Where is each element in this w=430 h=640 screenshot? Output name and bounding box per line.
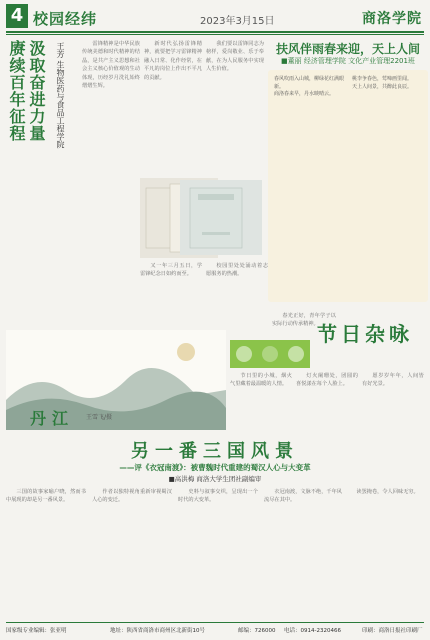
painting-author: 王雪飞/摄 [86, 414, 113, 421]
main-article-body-col-2: 新时代弘扬雷锋精神，就要把学习雷锋精神融入日常、化作经常，在平凡的岗位上作出不平凡的贡献。 [144, 41, 202, 81]
festival-title: 节日杂咏 [317, 322, 413, 346]
school-name: 商洛学院 [362, 11, 422, 27]
book-illustration [180, 180, 262, 255]
festival-col-3: 愿岁岁年年，人间皆有好光景。 [362, 373, 424, 388]
header-rule-thin [6, 34, 424, 35]
main-article-byline: 王芳 生物医药与食品工程学院 [56, 42, 65, 149]
mid-article-col-1: 又一年三月五日，学雷锋纪念日如约而至。 [140, 263, 202, 278]
poem-col-right: 桃李争春色，莺啼画里闻。 天上人间景，共醉此良辰。 [352, 76, 413, 90]
bottom-article-col-3: 史料与叙事交织，呈现出一个时代的大变革。 [178, 489, 258, 504]
festival-col-1: 节日里的小城，烟火气里藏着最温暖的人情。 [230, 373, 292, 388]
bottom-article-title: 另一番三国风景 [131, 441, 299, 462]
book-photo [180, 180, 262, 255]
footer-printer: 印刷：商洛日报社印刷厂 [362, 628, 423, 634]
painting-caption: 丹江 [30, 409, 75, 428]
mid-article-col-3: 春光正好，青年学子以实际行动传承精神。 [272, 313, 336, 328]
featured-poem-area [268, 70, 428, 302]
main-article-body-col-3: 我们要以雷锋同志为榜样，爱岗敬业、乐于奉献，在为人民服务中实现人生价值。 [206, 41, 264, 73]
header-rule [6, 31, 424, 33]
featured-byline: ■董丽 经济管理学院 文化产业管理2201班 [281, 57, 415, 65]
footer-rule [6, 622, 424, 623]
featured-article [268, 40, 428, 308]
footer-postcode: 邮编：726000 [238, 628, 276, 634]
headline-col-1: 赓续百年征程 [7, 40, 26, 142]
main-article-body-col-1: 雷锋精神是中华民族传统美德和时代精神的结晶，是共产主义思想和社会主义核心价值观的生动体现，历经岁月洗礼始终熠熠生辉。 [82, 41, 140, 90]
featured-title: 扶风伴雨春来迎，天上人间 [275, 42, 420, 56]
main-article-headline [5, 40, 77, 280]
footer-editor: 国家级专业编辑：张亚明 [6, 628, 67, 634]
footer-phone: 电话：0914-2320466 [284, 628, 341, 634]
bottom-article-col-2: 作者以独特视角重新审视蜀汉人心的变迁。 [92, 489, 172, 504]
section-title: 校园经纬 [33, 10, 98, 28]
mid-article-col-2: 校园里处处涌动着志愿服务的热潮。 [206, 263, 268, 278]
page-number: 4 [6, 4, 28, 28]
issue-date: 2023年3月15日 [200, 16, 275, 27]
footer-address: 地址：陕西省商洛市商州区北新街10号 [110, 628, 205, 634]
festival-banner [230, 340, 310, 368]
headline-col-2: 汲取奋进力量 [27, 40, 46, 142]
bottom-article-col-1: 三国的故事家喻户晓，然而书中展现的却是另一番风景。 [6, 489, 86, 504]
bottom-article-col-5: 读罢掩卷，令人回味无穷。 [356, 489, 419, 495]
poem-col-left: 春风吹雨入山城，柳绿花红满眼新。 商洛春来早，丹水映晴云。 [274, 76, 345, 98]
bottom-article-subtitle: ——评《衣冠南渡》：被曹魏时代重建的蜀汉人心与大变革 [119, 463, 311, 472]
bottom-article-col-4: 衣冠南渡，文脉不绝，千年风流尽在其中。 [264, 489, 342, 504]
festival-banner-art [230, 340, 310, 368]
bottom-article-byline: ■高洪梅 商洛大学生团社副编审 [168, 475, 262, 483]
page-header [0, 0, 430, 34]
festival-col-2: 灯火阑珊处，团圆的喜悦漾在每个人脸上。 [296, 373, 358, 388]
